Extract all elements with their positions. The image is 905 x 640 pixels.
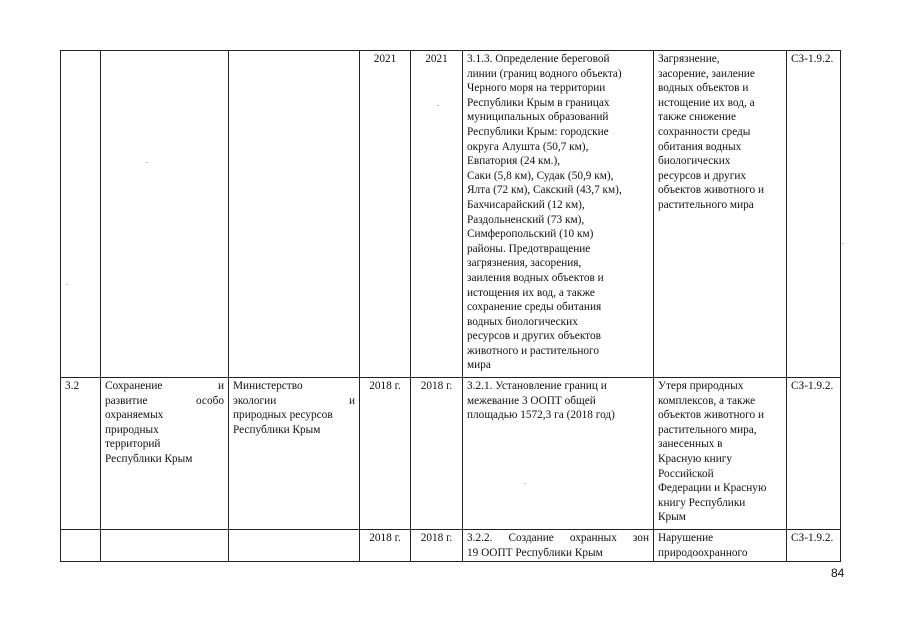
- row-number-cell: [61, 530, 101, 562]
- task-name-cell: [101, 378, 229, 530]
- start-year-cell: 2018 г.: [360, 530, 411, 562]
- measure-cell: 3.2.1. Установление границ и межевание 3 ООПТ общей площадью 1572,3 га (2018 год): [463, 378, 654, 530]
- measure-cell: [463, 530, 654, 562]
- scan-speck: [437, 105, 439, 106]
- start-year-cell: 2021: [360, 51, 411, 378]
- executor-line: Республики Крым: [233, 423, 321, 436]
- measures-table: [60, 50, 841, 562]
- code-cell: СЗ-1.9.2.: [787, 530, 841, 562]
- measure-line: 19 ООПТ Республики Крым: [467, 546, 603, 559]
- end-year-cell: 2021: [411, 51, 463, 378]
- scan-speck: [524, 483, 526, 484]
- task-name-line: охраняемых: [105, 409, 164, 422]
- task-name-cell: [101, 51, 229, 378]
- executor-cell: [229, 51, 360, 378]
- row-number-cell: [61, 51, 101, 378]
- executor-cell: [229, 378, 360, 530]
- table-row: [61, 51, 841, 378]
- risk-cell: Загрязнение, засорение, заиление водных объектов и истощение их вод, а также снижение сохранности среды обитания водных биологических ресурсов и других объектов животного и растительного мира: [654, 51, 787, 378]
- scan-speck: [146, 162, 148, 163]
- start-year-cell: 2018 г.: [360, 378, 411, 530]
- end-year-cell: 2018 г.: [411, 530, 463, 562]
- executor-line: Министерство: [233, 380, 303, 392]
- table-row: [61, 378, 841, 530]
- task-name-cell: [101, 530, 229, 562]
- task-name-line: Республики Крым: [105, 452, 193, 465]
- page-number: 84: [831, 566, 845, 580]
- end-year-cell: 2018 г.: [411, 378, 463, 530]
- measure-cell: 3.1.3. Определение береговой линии (границ водного объекта) Черного моря на территории Республики Крым в границах муниципальных образований Республики Крым: городские округа Алушта (50,7 км), Евпатория (24 км.), Саки (5,8 км), Судак (50,9 км), Ялта (72 км), Сакский (43,7 км), Бахчисарайский (12 км), Раздольненский (73 км), Симферопольский (10 км) районы. Предотвращение загрязнения, засорения, заиления водных объектов и истощения их вод, а также сохранение среды обитания водных биологических ресурсов и других объектов животного и растительного мира: [463, 51, 654, 378]
- code-cell: СЗ-1.9.2.: [787, 51, 841, 378]
- table-row: [61, 530, 841, 562]
- task-name-line: Сохранение и: [105, 380, 224, 392]
- executor-line: природных ресурсов: [233, 409, 333, 422]
- risk-cell: Нарушение природоохранного: [654, 530, 787, 562]
- scan-speck: [66, 284, 68, 285]
- task-name-line: природных: [105, 423, 159, 436]
- executor-cell: [229, 530, 360, 562]
- task-name-line: территорий: [105, 438, 161, 451]
- executor-line: экологии и: [233, 394, 355, 407]
- row-number-cell: 3.2: [61, 378, 101, 530]
- measure-line: 3.2.2. Создание охранных зон: [467, 532, 649, 544]
- scan-speck: [842, 243, 844, 244]
- risk-cell: Утеря природных комплексов, а также объектов животного и растительного мира, занесенных в Красную книгу Российской Федерации и Красную книгу Республики Крым: [654, 378, 787, 530]
- code-cell: СЗ-1.9.2.: [787, 378, 841, 530]
- task-name-line: развитие особо: [105, 394, 224, 407]
